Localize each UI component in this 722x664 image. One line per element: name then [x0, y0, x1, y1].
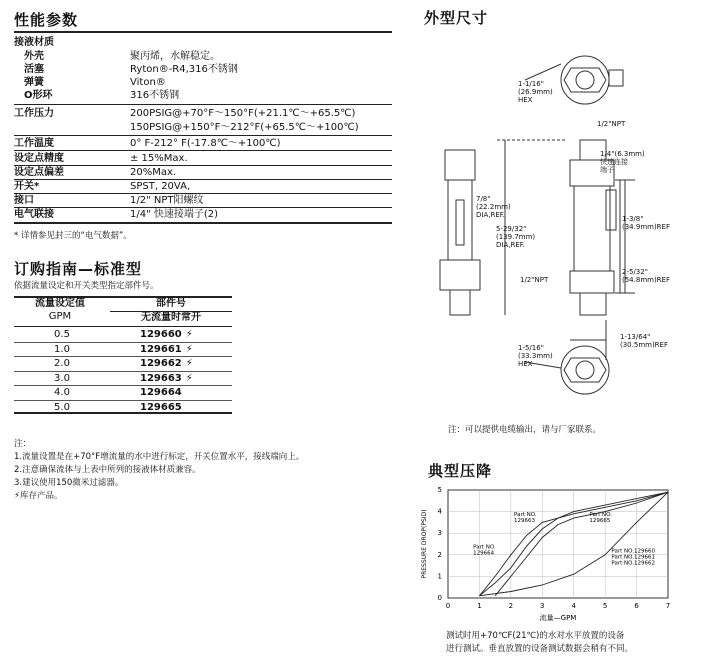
dim-text: 1-3/8" — [622, 215, 644, 223]
y-tick-label: 2 — [437, 550, 442, 559]
note-item: 3.建议使用150微米过滤器。 — [14, 478, 124, 488]
note-item: ⚡库存产品。 — [14, 491, 63, 501]
part-cell — [110, 386, 232, 400]
dim-text: 1-13/64" — [620, 333, 651, 341]
order-title: 订购指南—标准型 — [14, 260, 143, 278]
table-row — [14, 343, 232, 357]
annotation-label: Part NO.129660 Part NO.129661 Part NO.129662 — [611, 548, 656, 567]
pressure-label: 工作压力 — [14, 108, 54, 119]
x-tick-label: 6 — [634, 602, 639, 610]
stock-icon: ⚡ — [185, 358, 193, 370]
spec-row-value: Viton® — [130, 77, 166, 88]
part-number: 129663 — [140, 372, 182, 384]
y-tick-label: 1 — [437, 572, 442, 581]
x-tick-label: 0 — [445, 602, 451, 610]
x-axis-label: 流量—GPM — [539, 614, 577, 622]
row-divider — [14, 135, 392, 136]
dim-len-center — [496, 225, 535, 249]
row-divider — [14, 104, 392, 105]
spec-row-value: 20%Max. — [130, 167, 177, 178]
note-item: 1.流量设置是在+70°F增流量的水中进行标定，开关位置水平，接线端向上。 — [14, 452, 305, 462]
dimensions-note: 注：可以提供电缆输出，请与厂家联系。 — [448, 425, 602, 435]
dim-text: 7/8" — [476, 195, 491, 203]
spec-row-label: 接口 — [14, 195, 34, 206]
dim-text: (22.2mm) — [476, 203, 511, 211]
order-col2-sub: 无流量时常开 — [141, 312, 201, 323]
note-item: 2.注意确保流体与上表中所列的接液体材质兼容。 — [14, 465, 201, 475]
dim-text: 2-5/32" — [622, 268, 648, 276]
y-tick-label: 3 — [437, 529, 442, 538]
dim-text: (54.8mm)REF — [622, 276, 670, 284]
spec-row-value: 1/2" NPT阳螺纹 — [130, 195, 204, 206]
spec-row-label: 外壳 — [24, 51, 44, 62]
dimensions-title: 外型尺寸 — [424, 9, 489, 27]
part-number: 129664 — [140, 387, 182, 399]
table-row — [14, 328, 232, 342]
gpm-cell: 4.0 — [54, 387, 70, 399]
row-divider — [14, 165, 392, 166]
dim-npt-top: 1/2"NPT — [597, 120, 626, 128]
part-cell — [110, 357, 232, 371]
spec-row-value: SPST, 20VA, — [130, 181, 191, 192]
x-tick-label: 3 — [540, 602, 545, 610]
gpm-cell: 0.5 — [54, 329, 70, 341]
gpm-cell: 3.0 — [54, 372, 70, 384]
dim-terminal — [600, 150, 645, 174]
dim-text: 端子 — [600, 166, 614, 174]
gpm-cell: 1.0 — [54, 343, 70, 355]
spec-row-label: 设定点精度 — [14, 153, 64, 164]
part-number: 129660 — [140, 329, 182, 341]
dim-npt-bottom: 1/2"NPT — [520, 276, 549, 284]
table-row — [14, 357, 232, 371]
dim-hex-bottom — [518, 344, 553, 368]
y-tick-label: 0 — [437, 594, 442, 602]
row-divider — [14, 179, 392, 180]
stock-icon: ⚡ — [185, 329, 193, 341]
order-table — [14, 328, 232, 414]
spec-row-label: 弹簧 — [24, 77, 44, 88]
order-col1-unit: GPM — [48, 311, 72, 322]
dim-text: (30.5mm)REF — [620, 341, 668, 349]
spec-row-value: ± 15%Max. — [130, 153, 188, 164]
spec-footnote: * 详情参见封三的“电气数据”。 — [14, 231, 132, 241]
annotation-label: Part NO. 129664 — [473, 544, 496, 557]
wetted-label: 接液材质 — [14, 37, 54, 48]
x-tick-label: 7 — [665, 602, 671, 610]
x-tick-label: 1 — [477, 602, 482, 610]
pressure-value-1: 200PSIG@+70°F～150°F(+21.1℃～+65.5℃) — [130, 108, 356, 119]
dim-dia-left — [476, 195, 511, 219]
spec-row-value: Ryton®-R4,316不锈钢 — [130, 64, 238, 75]
dim-right-1 — [622, 215, 670, 231]
dim-text: HEX — [518, 96, 533, 104]
part-number: 129665 — [140, 401, 182, 413]
part-cell — [110, 328, 232, 342]
spec-row-value: 聚丙烯，水解稳定。 — [130, 51, 220, 62]
dim-right-2 — [622, 268, 670, 284]
chart-title: 典型压降 — [428, 462, 493, 480]
x-tick-label: 5 — [602, 602, 608, 610]
spec-row-label: 工作温度 — [14, 138, 54, 149]
x-tick-label: 2 — [508, 602, 514, 610]
chart-footer-1: 测试时用+70℃F(21℃)的水对水平放置的设备 — [446, 631, 625, 641]
dim-text: DIA,REF. — [476, 211, 505, 219]
dim-text: 1/4"(6.3mm) — [600, 150, 645, 158]
gpm-cell: 5.0 — [54, 401, 70, 413]
table-row — [14, 386, 232, 400]
y-axis-label: PRESSURE DROP(PSID) — [421, 509, 428, 579]
series-line — [495, 492, 668, 596]
spec-row-value: 1/4" 快速接端子(2) — [130, 209, 219, 220]
chart-footer-2: 进行测试。垂直放置的设备测试数据会稍有不同。 — [446, 644, 634, 654]
row-divider — [14, 150, 392, 151]
part-number: 129662 — [140, 358, 182, 370]
notes-title: 注： — [14, 439, 32, 449]
spec-bottom-rule — [14, 222, 392, 224]
part-cell — [110, 343, 232, 357]
y-tick-label: 4 — [437, 507, 442, 516]
pressure-drop-chart — [418, 482, 686, 622]
y-tick-label: 5 — [437, 486, 442, 494]
dim-text: (139.7mm) — [496, 233, 536, 241]
dim-text: 快速连接 — [600, 158, 628, 166]
dim-text: HEX — [518, 360, 533, 368]
spec-row-value: 0° F-212° F(-17.8℃～+100℃) — [130, 138, 281, 149]
x-tick-label: 4 — [571, 602, 576, 610]
dim-text: 1-1/16" — [518, 80, 544, 88]
annotation-label: Part NO. 129665 — [589, 511, 613, 524]
spec-row-label: 电气联接 — [14, 209, 54, 220]
order-header-rule — [14, 326, 232, 327]
dim-right-3 — [620, 333, 668, 349]
dim-text: (33.3mm) — [518, 352, 553, 360]
part-cell — [110, 372, 232, 386]
spec-row-label: 开关* — [14, 181, 40, 192]
annotation-label: Part NO. 129663 — [514, 511, 537, 524]
dim-text: 1-5/16" — [518, 344, 544, 352]
spec-row-label: 活塞 — [24, 64, 44, 75]
order-col2-header: 部件号 — [156, 298, 186, 309]
dim-text: DIA,REF. — [496, 241, 525, 249]
spec-title-rule — [14, 31, 392, 33]
dim-hex-top — [518, 80, 553, 104]
pressure-value-2: 150PSIG@+150°F～212°F(+65.5℃～+100℃) — [130, 122, 359, 133]
dim-text: (34.9mm)REF — [622, 223, 670, 231]
gpm-cell: 2.0 — [54, 358, 70, 370]
spec-row-label: 设定点偏差 — [14, 167, 64, 178]
spec-title: 性能参数 — [14, 11, 79, 29]
stock-icon: ⚡ — [185, 343, 193, 355]
dim-text: 5-29/32" — [496, 225, 527, 233]
order-intro: 依据流量设定和开关类型指定部件号。 — [14, 281, 159, 291]
order-col1-header: 流量设定值 — [35, 298, 85, 309]
dim-text: (26.9mm) — [518, 88, 553, 96]
spec-row-value: 316不锈钢 — [130, 90, 180, 101]
spec-row-label: O形环 — [24, 90, 53, 101]
part-number: 129661 — [140, 343, 182, 355]
table-row — [14, 372, 232, 386]
order-bottom-rule — [14, 412, 232, 414]
stock-icon: ⚡ — [185, 372, 193, 384]
